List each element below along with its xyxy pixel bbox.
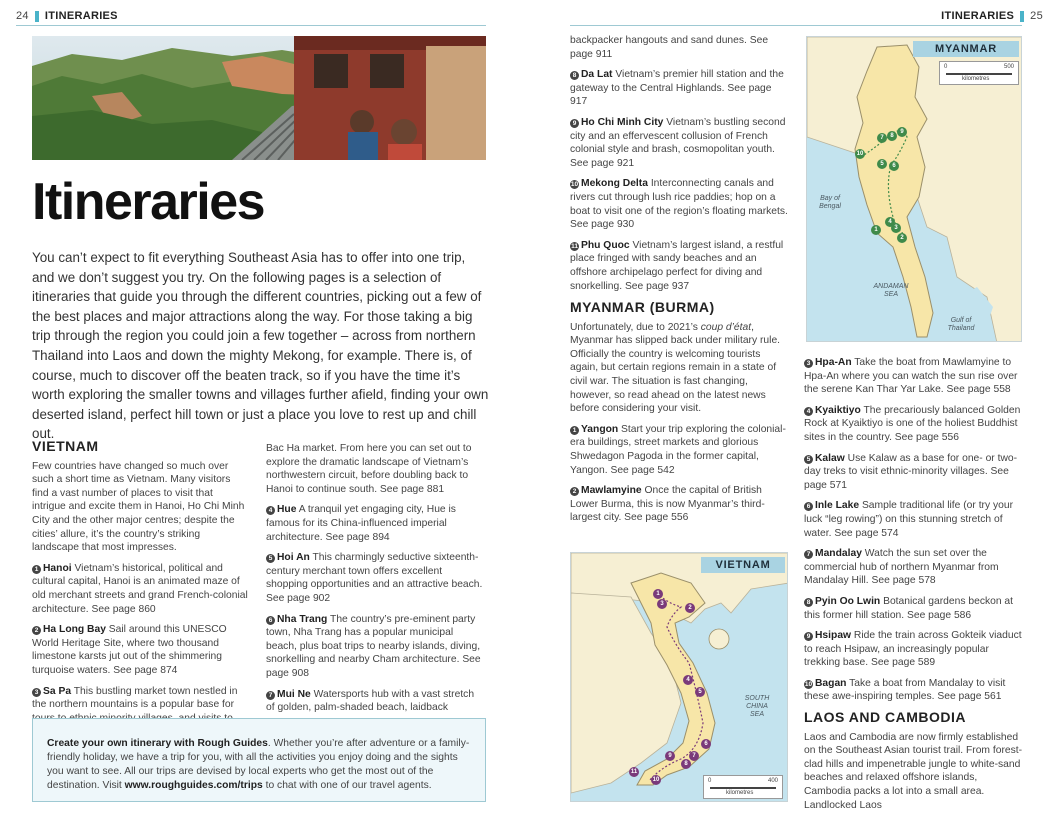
sea-label-line: ANDAMAN (873, 283, 909, 290)
entry-name: Hanoi (43, 562, 72, 574)
map-stop-marker: 3 (657, 599, 667, 609)
map-stop-marker: 3 (891, 223, 901, 233)
promo-text: . Whether you’re after adventure or a family-friendly holiday, we have a trip for you, with all the activities you enjoy doing and the sights you want to see. All our trips are devised by local experts who get the most out of the destination. Visit (47, 738, 470, 791)
entry-name: Ho Chi Minh City (581, 116, 664, 128)
map-stop-marker: 9 (665, 751, 675, 761)
right-page-number: 25 (1030, 10, 1043, 22)
map-stop-marker: 7 (877, 133, 887, 143)
scale-end: 500 (1003, 64, 1014, 70)
scale-end: 400 (767, 778, 778, 784)
map-stop-marker: 10 (652, 777, 660, 783)
itinerary-entry (570, 68, 788, 109)
entry-text: The country’s pre-eminent party town, Nha Trang has a popular municipal beach, plus boat trips to nearby islands, diving, snorkelling and nearby Cham architecture. See page 908 (266, 613, 481, 679)
entry-name: Pyin Oo Lwin (815, 595, 881, 607)
entry-text: Take a boat from Mandalay to visit these awe-inspiring temples. See page 561 (804, 677, 1006, 703)
left-running-title: ITINERARIES (44, 10, 118, 22)
accent-bar (35, 11, 39, 22)
entry-name: Bagan (815, 677, 847, 689)
scale-unit: kilometres (962, 76, 990, 82)
entry-name: Mekong Delta (581, 178, 648, 190)
sea-label-line: CHINA (746, 703, 768, 710)
map-stop-marker: 8 (887, 131, 897, 141)
number-icon: 10 (804, 680, 813, 688)
number-icon: 2 (570, 487, 579, 496)
number-icon: 1 (32, 565, 41, 574)
myanmar-scale-bar (939, 61, 1019, 85)
sea-label-line: Bay of (820, 195, 840, 202)
right-header-rule (570, 25, 1022, 26)
sea-label-line: SEA (883, 291, 898, 298)
number-icon: 6 (804, 502, 813, 511)
entry-name: Mawlamyine (581, 485, 642, 497)
entry-name: Mandalay (815, 548, 862, 560)
map-stop-marker: 5 (695, 687, 705, 697)
scale-unit: kilometres (726, 790, 754, 796)
right-column-2 (804, 356, 1024, 816)
entry-name: Sa Pa (43, 685, 72, 697)
vietnam-heading: VIETNAM (32, 438, 99, 454)
itinerary-entry (266, 551, 484, 605)
itinerary-entry (804, 452, 1024, 493)
number-icon: 8 (570, 71, 579, 80)
promo-tail: to chat with one of our travel agents. (262, 780, 432, 791)
number-icon: 7 (804, 550, 813, 559)
map-stop-marker: 4 (885, 217, 895, 227)
vietnam-continuation-right: backpacker hangouts and sand dunes. See page 911 (570, 35, 769, 60)
entry-name: Hoi An (277, 552, 310, 564)
left-page-number: 24 (16, 10, 29, 22)
entry-name: Hpa-An (815, 357, 852, 368)
entry-name: Hue (277, 504, 297, 516)
myanmar-intro-part: Unfortunately, due to 2021’s (570, 321, 701, 333)
myanmar-intro-part: , Myanmar has slipped back under military rule. Officially the country is welcoming tourists again, but certain regions remain in a state of civil war. The situation is fast changing, however, so read ahead on the latest news before considering your visit. (570, 321, 781, 415)
myanmar-map (806, 36, 1022, 342)
map-stop-marker: 1 (653, 589, 663, 599)
map-stop-marker: 5 (877, 159, 887, 169)
sea-label-line: SEA (749, 711, 764, 718)
number-icon: 5 (804, 455, 813, 464)
itinerary-entry (804, 499, 1024, 540)
promo-heading: Create your own itinerary with Rough Guides (47, 738, 268, 749)
vietnam-column-1 (32, 440, 248, 732)
vietnam-intro: Few countries have changed so much over such a short time as Vietnam. Many visitors find a vast number of places to visit that intrigue and excite them in Hanoi, Ho Chi Minh City and the other major centres; despite the cities’ allure, it’s the country’s striking landscape that most impresses. (32, 460, 245, 554)
entry-text: Vietnam’s historical, political and cultural capital, Hanoi is an animated maze of old merchant streets and grand French-colonial architecture. See page 860 (32, 562, 248, 615)
laos-cambodia-heading: LAOS AND CAMBODIA (804, 709, 966, 726)
entry-text: Watch the sun set over the commercial hub of northern Myanmar from Mandalay Hill. See page 578 (804, 548, 999, 587)
entry-text: Use Kalaw as a base for one- or two-day treks to visit ethnic-minority villages. See page 571 (804, 452, 1018, 491)
entry-text: Sample traditional life (or try your luck “leg rowing”) on this stunning stretch of water. See page 574 (804, 500, 1014, 539)
scale-start: 0 (708, 778, 712, 784)
myanmar-intro (570, 321, 788, 416)
vietnam-scale-bar (703, 775, 783, 799)
map-stop-marker: 7 (689, 751, 699, 761)
itinerary-entry (804, 404, 1024, 445)
accent-bar (1020, 11, 1024, 22)
entry-text: Ride the train across Gokteik viaduct to reach Hsipaw, an increasingly popular trekking base. See page 589 (804, 630, 1022, 669)
itinerary-entry (570, 239, 788, 293)
sea-label-line: Bengal (819, 203, 841, 210)
itinerary-entry (804, 595, 1024, 622)
itinerary-entry (570, 116, 788, 170)
map-stop-marker: 10 (856, 151, 864, 157)
number-icon: 9 (570, 119, 579, 128)
sea-label-gulf-of-thailand (941, 317, 981, 333)
vietnam-column-2 (266, 442, 484, 722)
sea-label-line: Gulf of (950, 317, 972, 324)
vietnam-continuation: Bac Ha market. From here you can set out to explore the dramatic landscape of Vietnam’s northwestern circuit, before doubling back to Hanoi to continue south. See page 881 (266, 443, 472, 495)
number-icon: 4 (804, 407, 813, 416)
map-stop-marker: 6 (889, 161, 899, 171)
entry-name: Inle Lake (815, 500, 860, 512)
promo-box (32, 718, 486, 802)
number-icon: 11 (571, 242, 578, 250)
train-viaduct-photo (32, 36, 486, 160)
itinerary-entry (266, 503, 484, 544)
map-stop-marker: 8 (681, 759, 691, 769)
scale-line (710, 787, 776, 789)
itinerary-entry (570, 484, 788, 525)
itinerary-entry (804, 356, 1024, 397)
number-icon: 3 (804, 359, 813, 368)
myanmar-heading: MYANMAR (BURMA) (570, 299, 715, 316)
entry-name: Kalaw (815, 452, 845, 464)
map-stop-marker: 2 (685, 603, 695, 613)
number-icon: 1 (570, 426, 579, 435)
itinerary-entry (804, 547, 1024, 588)
number-icon: 8 (804, 598, 813, 607)
entry-text: Sail around this UNESCO World Heritage Site, where two thousand limestone karsts jut out of the shimmering turquoise waters. See page 874 (32, 624, 227, 676)
map-stop-marker: 1 (871, 225, 881, 235)
number-icon: 5 (266, 554, 275, 563)
number-icon: 2 (32, 626, 41, 635)
sea-label-line: SOUTH (744, 695, 770, 702)
itinerary-entry (804, 677, 1024, 704)
number-icon: 10 (570, 181, 579, 189)
itinerary-entry (32, 562, 248, 616)
entry-text: Watersports hub with a vast stretch of golden, palm-shaded beach, laidback (266, 688, 475, 714)
vietnam-map-drawing (571, 553, 788, 802)
itinerary-entry (570, 423, 788, 477)
entry-name: Da Lat (581, 69, 613, 81)
map-stop-marker: 6 (701, 739, 711, 749)
vietnam-map-label: VIETNAM (701, 557, 785, 573)
sea-label-line: Thailand (947, 325, 975, 332)
left-header-rule (16, 25, 486, 26)
number-icon: 7 (266, 691, 275, 700)
entry-text: Botanical gardens beckon at this former hill station. See page 586 (804, 595, 1014, 621)
map-stop-marker: 2 (897, 233, 907, 243)
page-title: Itineraries (32, 173, 265, 231)
vietnam-map (570, 552, 788, 802)
sea-label-south-china-sea (737, 695, 777, 719)
entry-text: Once the capital of British Lower Burma, this is now Myanmar’s third-largest city. See page 556 (570, 485, 765, 524)
right-running-head (941, 10, 1043, 22)
itinerary-entry (266, 613, 484, 681)
entry-name: Ha Long Bay (43, 624, 106, 636)
myanmar-map-label: MYANMAR (913, 41, 1019, 57)
entry-name: Kyaiktiyo (815, 404, 861, 416)
entry-name: Mui Ne (277, 688, 311, 700)
myanmar-intro-italic: coup d’état (700, 321, 752, 333)
scale-line (946, 73, 1012, 75)
entry-text: Vietnam’s bustling second city and an effervescent collusion of French colonial style and brash, cosmopolitan youth. See page 921 (570, 116, 786, 169)
intro-paragraph: You can’t expect to fit everything Southeast Asia has to offer into one trip, and we don’t suggest you try. On the following pages is a selection of itineraries that guide you through the different countries, picking out a few of the best places and major attractions along the way. For those taking a big trip through the region you could join a few together – across from northern Thailand into Laos and down the mighty Mekong, for example. There is, of course, much to discover off the beaten track, so if you have the time it’s worth exploring the smaller towns and villages further afield, finding your own deserted island, perfect hill town or just a place you love to rest up and chill out. (32, 250, 489, 442)
laos-cambodia-intro: Laos and Cambodia are now firmly established on the Southeast Asian tourist trail. From forest-clad hills and impenetrable jungle to white-sand beaches and relaxed offshore islands, Cambodia packs a lot into a small area. Landlocked Laos (804, 731, 1023, 811)
entry-name: Phu Quoc (581, 239, 630, 251)
left-running-head (16, 10, 118, 22)
entry-text: Vietnam’s largest island, a restful place fringed with sandy beaches and an offshore archipelago perfect for diving and snorkelling. See page 937 (570, 239, 784, 292)
entry-text: The precariously balanced Golden Rock at Kyaiktiyo is one of the holiest Buddhist sites in the country. See page 556 (804, 404, 1021, 443)
promo-link[interactable]: www.roughguides.com/trips (124, 780, 263, 791)
itinerary-entry (32, 623, 248, 677)
sea-label-andaman (869, 283, 913, 299)
entry-text: Interconnecting canals and rivers cut through lush rice paddies; hop on a boat to visit one of the region’s floating markets. See page 930 (570, 178, 788, 231)
sea-label-bay-of-bengal (813, 195, 847, 211)
map-stop-marker: 4 (683, 675, 693, 685)
entry-name: Nha Trang (277, 613, 328, 625)
entry-text: This charmingly seductive sixteenth-century merchant town offers excellent shopping opportunities and an attractive beach. See page 902 (266, 552, 483, 604)
right-column-1 (570, 34, 788, 532)
itinerary-entry (570, 177, 788, 231)
header-photo (32, 36, 486, 160)
entry-text: Vietnam’s premier hill station and the gateway to the Central Highlands. See page 917 (570, 69, 784, 108)
number-icon: 9 (804, 632, 813, 641)
entry-text: Take the boat from Mawlamyine to Hpa-An where you can watch the sun rise over the serene Kan Thar Yar Lake. See page 558 (804, 357, 1018, 396)
number-icon: 3 (32, 688, 41, 697)
entry-text: This bustling market town nestled in the northern mountains is a popular base for (32, 685, 238, 711)
number-icon: 4 (266, 506, 275, 515)
entry-text: A tranquil yet engaging city, Hue is famous for its China-influenced imperial architecture. See page 894 (266, 504, 456, 543)
number-icon: 6 (266, 616, 275, 625)
itinerary-entry (266, 688, 484, 715)
entry-name: Yangon (581, 423, 619, 435)
entry-text: Start your trip exploring the colonial-era buildings, street markets and glorious Shwedagon Pagoda in the former capital, Yangon. See page 542 (570, 423, 786, 476)
map-stop-marker: 11 (630, 769, 638, 775)
right-running-title: ITINERARIES (941, 10, 1015, 22)
map-stop-marker: 9 (897, 127, 907, 137)
entry-name: Hsipaw (815, 630, 852, 642)
scale-start: 0 (944, 64, 948, 70)
itinerary-entry (804, 629, 1024, 670)
